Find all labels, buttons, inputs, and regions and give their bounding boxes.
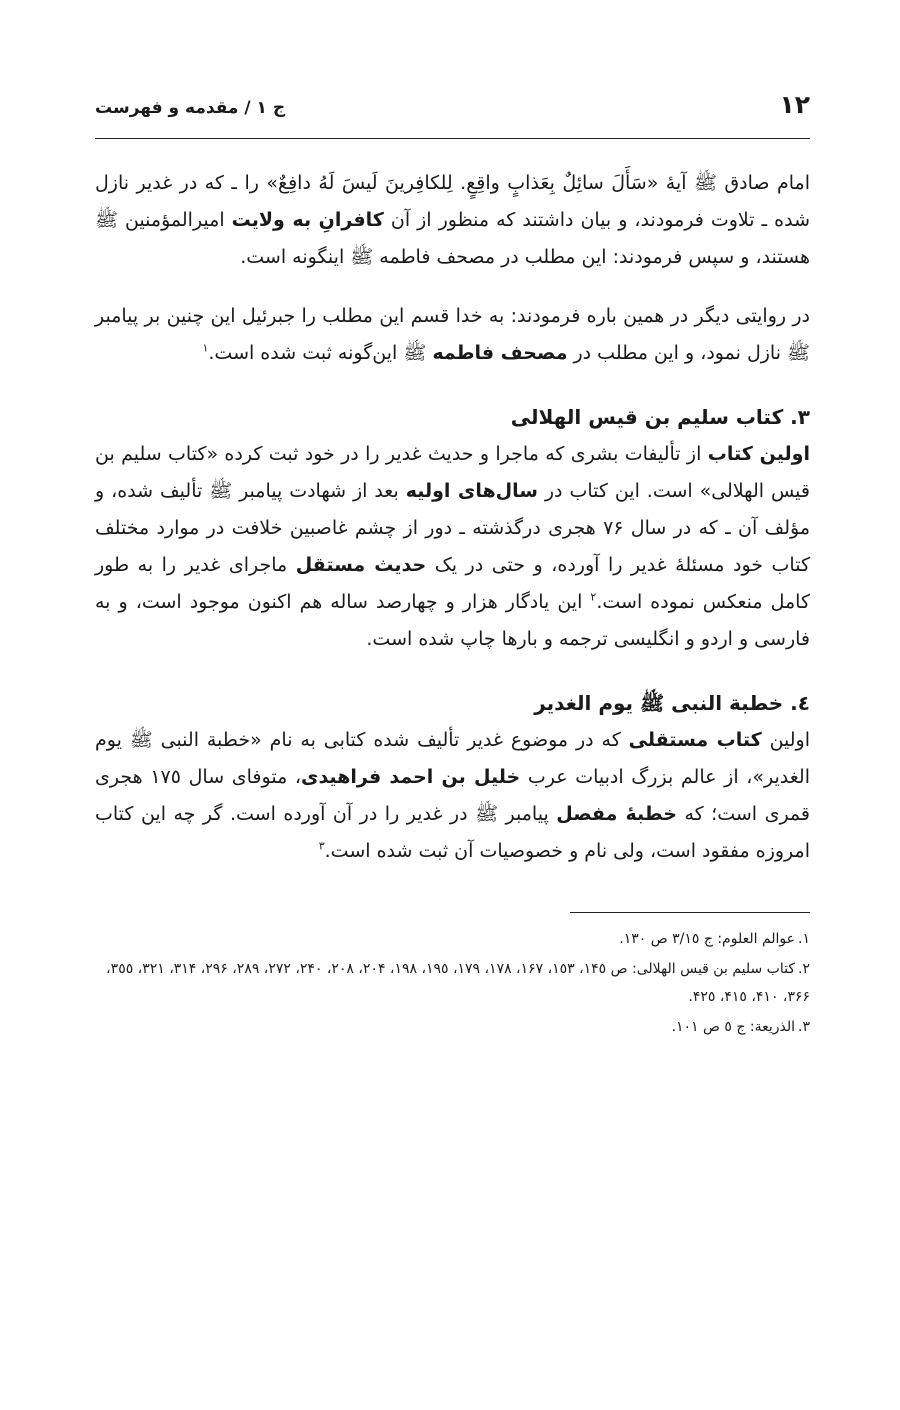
- footnote-3-number: ٣.: [798, 1019, 810, 1035]
- footnote-2-number: ٢.: [798, 961, 810, 977]
- footnote-3: [95, 1013, 810, 1041]
- section-3-bold-a: اولین کتاب: [707, 443, 810, 465]
- page-body: [95, 165, 810, 870]
- paragraph-2-bold-a: مصحف فاطمه: [432, 342, 568, 364]
- running-header-title: ج ١ / مقدمه و فهرست: [95, 98, 286, 118]
- footnote-2-text: کتاب سلیم بن قیس الهلالی: ص ١۴٥، ١٥٣، ١۶٧، ١٧٨، ١٧٩، ١٩٥، ١٩٨، ٢٠۴، ٢٠٨، ٢۴٠، ٢٧٢، ٢٨٩، ٢٩۶، ٣١۴، ٣٢١، ٣٥٥، ٣۶۶، ۴١٠، ۴١٥، ۴٢٥.: [106, 961, 810, 1005]
- section-3-text-a: از تألیفات بشری که ماجرا و حدیث غدیر را در خود ثبت کرده «کتاب سلیم بن قیس الهلالی» است. این کتاب در: [95, 443, 810, 502]
- footnote-1-text: عوالم العلوم: ج ٣/١٥ ص ١٣٠.: [619, 931, 796, 947]
- footnotes: [95, 925, 810, 1041]
- footnote-2: [95, 955, 810, 1011]
- footnote-divider: [570, 912, 810, 913]
- section-3-paragraph: [95, 436, 810, 658]
- section-4-bold-a: کتاب مستقلی: [628, 729, 762, 751]
- paragraph-1: [95, 165, 810, 276]
- section-3-heading: ٣. کتاب سلیم بن قیس الهلالی: [510, 405, 810, 429]
- footnote-1-number: ١.: [798, 931, 810, 947]
- page-number: ١٢: [779, 90, 810, 119]
- section-4-text-a: اولین: [761, 729, 811, 751]
- paragraph-2: [95, 298, 810, 372]
- section-3-bold-c: حدیث مستقل: [295, 554, 427, 576]
- footnote-ref-3[interactable]: ٣: [318, 839, 325, 853]
- footnote-ref-2[interactable]: ٢: [590, 590, 597, 604]
- section-4-paragraph: [95, 722, 810, 870]
- paragraph-2-text-a: در روایتی دیگر در همین باره فرمودند: به خدا قسم این مطلب را جبرئیل این چنین بر پیامبر ﷺ نازل نمود، و این مطلب در: [95, 305, 810, 364]
- paragraph-1-text-b: امیرالمؤمنین ﷺ هستند، و سپس فرمودند: این مطلب در مصحف فاطمه ﷺ اینگونه است.: [95, 209, 810, 268]
- section-4-text-d: پیامبر ﷺ در غدیر را در آن آورده است. گر چه این کتاب امروزه مفقود است، ولی نام و خصوصیات آن ثبت شده است.: [95, 803, 810, 862]
- footnote-1: [95, 925, 810, 953]
- section-3-bold-b: سال‌های اولیه: [405, 480, 538, 502]
- section-3-text-d: این یادگار هزار و چهارصد ساله هم اکنون موجود است، و به فارسی و اردو و انگلیسی ترجمه و بارها چاپ شده است.: [95, 591, 810, 650]
- section-3-text-b: بعد از شهادت پیامبر ﷺ تألیف شده، و مؤلف آن ـ که در سال ٧۶ هجری درگذشته ـ دور از چشم غاصبین خلافت در موارد مختلف کتاب خود مسئلهٔ غدیر را آورده، و حتی در یک: [95, 480, 811, 576]
- paragraph-2-text-b: ﷺ این‌گونه ثبت شده است.: [208, 342, 433, 364]
- section-3-text-c: ماجرای غدیر را به طور کامل منعکس نموده است.: [95, 554, 810, 613]
- section-4-text-c: ، متوفای سال ١٧٥ هجری قمری است؛ که: [95, 766, 811, 825]
- footnote-ref-1[interactable]: ١: [202, 341, 209, 355]
- paragraph-1-bold-a: کافرانِ به ولایت: [231, 209, 384, 231]
- section-4-heading: ٤. خطبة النبی ﷺ یوم الغدیر: [534, 691, 810, 715]
- running-header: [95, 90, 810, 139]
- footnote-3-text: الذریعة: ج ٥ ص ١٠١.: [671, 1019, 796, 1035]
- section-4-bold-b: خلیل بن احمد فراهیدی: [301, 766, 521, 788]
- section-4-bold-c: خطبهٔ مفصل: [556, 803, 677, 825]
- paragraph-1-text-a: امام صادق ﷺ آیهٔ «سَأَلَ سائِلٌ بِعَذابٍ واقِعٍ. لِلکافِرینَ لَیسَ لَهُ دافِعٌ» را ـ که در غدیر نازل شده ـ تلاوت فرمودند، و بیان داشتند که منظور از آن: [95, 172, 810, 231]
- section-4-text-b: که در موضوع غدیر تألیف شده کتابی به نام «خطبة النبی ﷺ یوم الغدیر»، از عالم بزرگ ادبیات عرب: [95, 729, 810, 788]
- book-page: [95, 90, 810, 1043]
